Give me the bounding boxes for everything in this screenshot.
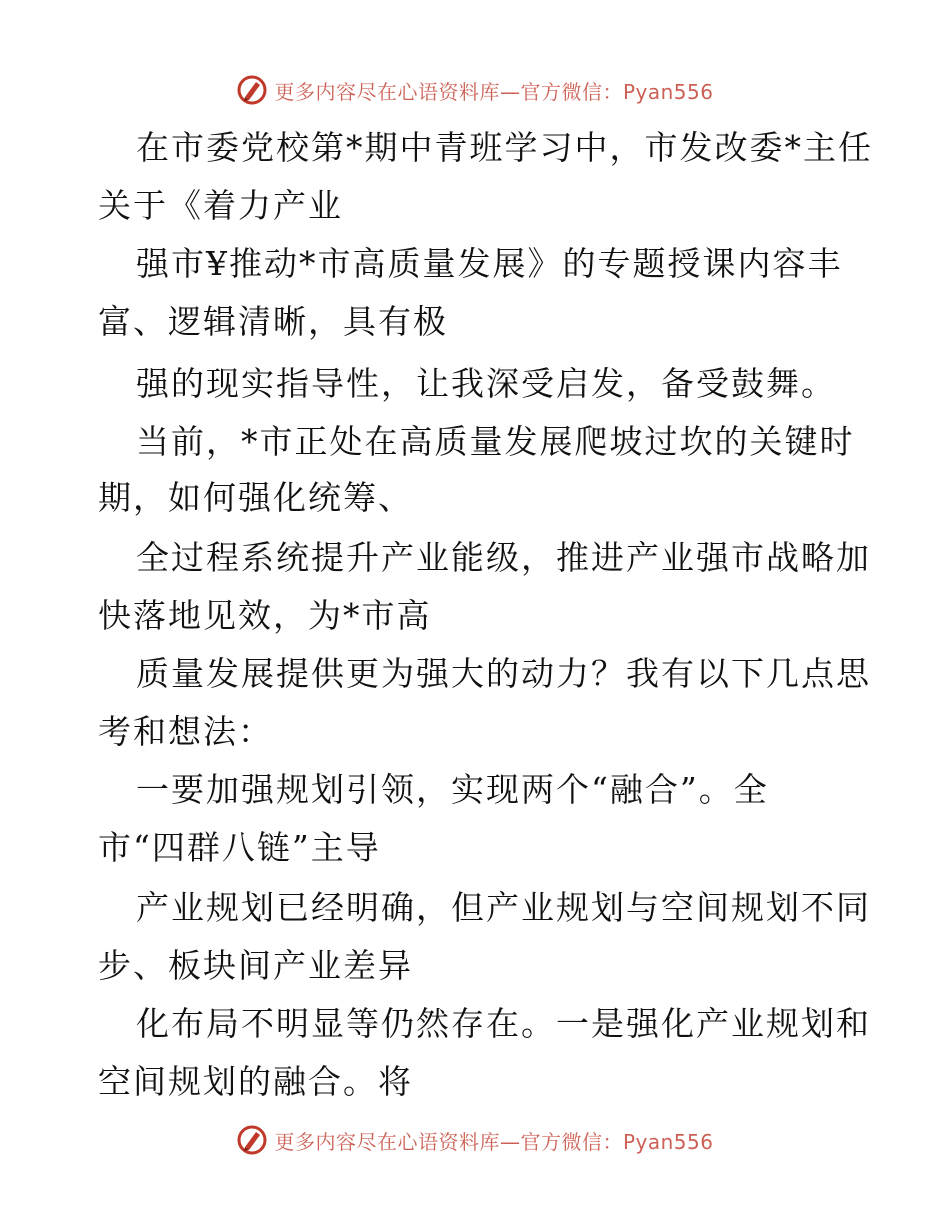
paragraph-line: 当前，*市正处在高质量发展爬坡过坎的关键时 — [136, 422, 855, 461]
paragraph-line: 富、逻辑清晰，具有极 — [98, 302, 448, 341]
watermark-header — [0, 70, 950, 110]
paragraph-line: 产业规划已经明确，但产业规划与空间规划不同 — [136, 888, 871, 927]
paragraph-line: 强的现实指导性，让我深受启发，备受鼓舞。 — [136, 364, 836, 403]
watermark-group — [236, 1124, 713, 1156]
watermark-group — [236, 74, 713, 106]
paragraph-line: 空间规划的融合。将 — [98, 1062, 413, 1101]
paragraph-line: 步、板块间产业差异 — [98, 946, 413, 985]
pen-logo-icon — [236, 1124, 268, 1156]
paragraph-line: 在市委党校第*期中青班学习中，市发改委*主任 — [136, 128, 873, 167]
paragraph-line: 强市¥推动*市高质量发展》的专题授课内容丰 — [136, 244, 843, 283]
watermark-text: 更多内容尽在心语资料库—官方微信：Pyan556 — [274, 79, 714, 104]
paragraph-line: 期，如何强化统筹、 — [98, 478, 413, 517]
paragraph-line: 一要加强规划引领，实现两个“融合”。全 — [136, 770, 769, 809]
paragraph-line: 市“四群八链”主导 — [98, 828, 381, 867]
watermark-text: 更多内容尽在心语资料库—官方微信：Pyan556 — [274, 1129, 714, 1154]
paragraph-line: 全过程系统提升产业能级，推进产业强市战略加 — [136, 538, 871, 577]
paragraph-line: 考和想法： — [98, 712, 273, 751]
paragraph-line: 关于《着力产业 — [98, 186, 343, 225]
pen-logo-icon — [236, 74, 268, 106]
paragraph-line: 质量发展提供更为强大的动力？我有以下几点思 — [136, 654, 871, 693]
paragraph-line: 化布局不明显等仍然存在。一是强化产业规划和 — [136, 1004, 871, 1043]
watermark-footer — [0, 1120, 950, 1160]
paragraph-line: 快落地见效，为*市高 — [98, 596, 432, 635]
